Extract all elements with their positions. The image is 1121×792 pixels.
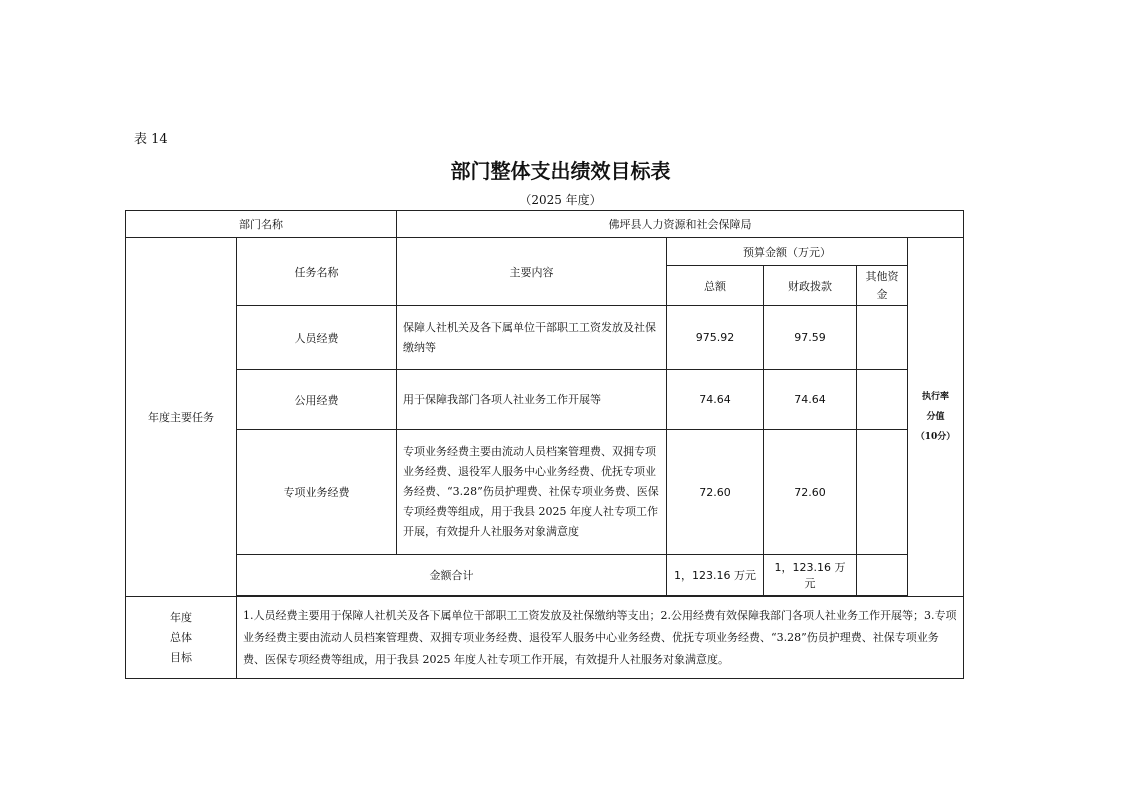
table-row bbox=[126, 306, 964, 370]
task-fiscal-cell: 97.59 bbox=[764, 306, 857, 370]
header-row-1 bbox=[126, 238, 964, 266]
sum-row bbox=[126, 555, 964, 596]
goal-label-line-1: 年度 bbox=[170, 610, 192, 624]
department-row bbox=[126, 211, 964, 238]
header-budget: 预算金额（万元） bbox=[667, 238, 908, 266]
task-content-cell: 用于保障我部门各项人社业务工作开展等 bbox=[397, 370, 667, 430]
rate-line-3: （10分） bbox=[915, 432, 956, 442]
task-name-cell: 人员经费 bbox=[237, 306, 397, 370]
tasks-section-label: 年度主要任务 bbox=[126, 238, 237, 597]
header-task-name: 任务名称 bbox=[237, 238, 397, 306]
task-name-cell: 专项业务经费 bbox=[237, 430, 397, 555]
header-fiscal: 财政拨款 bbox=[764, 266, 857, 306]
table-row bbox=[126, 370, 964, 430]
execution-rate-cell bbox=[908, 238, 964, 597]
task-fiscal-cell: 72.60 bbox=[764, 430, 857, 555]
task-content-cell: 专项业务经费主要由流动人员档案管理费、双拥专项业务经费、退役军人服务中心业务经费、优抚专项业务经费、“3.28”伤员护理费、社保专项业务费、医保专项经费等组成，用于我县 2025 年度人社专项工作开展，有效提升人社服务对象满意度 bbox=[397, 430, 667, 555]
task-other-cell bbox=[857, 430, 908, 555]
goal-row bbox=[126, 597, 964, 679]
sum-label: 金额合计 bbox=[237, 555, 667, 596]
task-name-cell: 公用经费 bbox=[237, 370, 397, 430]
sum-total: 1，123.16 万元 bbox=[667, 555, 764, 596]
sum-other bbox=[857, 555, 908, 596]
task-total-cell: 72.60 bbox=[667, 430, 764, 555]
dept-label: 部门名称 bbox=[126, 211, 397, 238]
sum-fiscal: 1，123.16 万元 bbox=[764, 555, 857, 596]
document-year: （2025 年度） bbox=[519, 193, 602, 207]
task-total-cell: 975.92 bbox=[667, 306, 764, 370]
header-total: 总额 bbox=[667, 266, 764, 306]
table-number: 表 14 bbox=[134, 132, 168, 147]
goal-label-line-3: 目标 bbox=[170, 650, 192, 664]
header-content: 主要内容 bbox=[397, 238, 667, 306]
task-total-cell: 74.64 bbox=[667, 370, 764, 430]
task-other-cell bbox=[857, 370, 908, 430]
table-row bbox=[126, 430, 964, 555]
goal-label-line-2: 总体 bbox=[170, 630, 192, 644]
header-other: 其他资金 bbox=[857, 266, 908, 306]
goal-text: 1.人员经费主要用于保障人社机关及各下属单位干部职工工资发放及社保缴纳等支出；2.公用经费有效保障我部门各项人社业务工作开展等；3.专项业务经费主要由流动人员档案管理费、双拥专项业务经费、退役军人服务中心业务经费、优抚专项业务经费、“3.28”伤员护理费、社保专项业务费、医保专项经费等组成，用于我县 2025 年度人社专项工作开展，有效提升人社服务对象满意度。 bbox=[237, 597, 964, 679]
rate-line-2: 分值 bbox=[926, 412, 945, 422]
task-fiscal-cell: 74.64 bbox=[764, 370, 857, 430]
goal-label bbox=[126, 597, 237, 679]
rate-line-1: 执行率 bbox=[922, 392, 950, 402]
task-other-cell bbox=[857, 306, 908, 370]
performance-target-table bbox=[125, 210, 964, 679]
document-title: 部门整体支出绩效目标表 bbox=[450, 159, 671, 183]
task-content-cell: 保障人社机关及各下属单位干部职工工资发放及社保缴纳等 bbox=[397, 306, 667, 370]
dept-value: 佛坪县人力资源和社会保障局 bbox=[397, 211, 964, 238]
